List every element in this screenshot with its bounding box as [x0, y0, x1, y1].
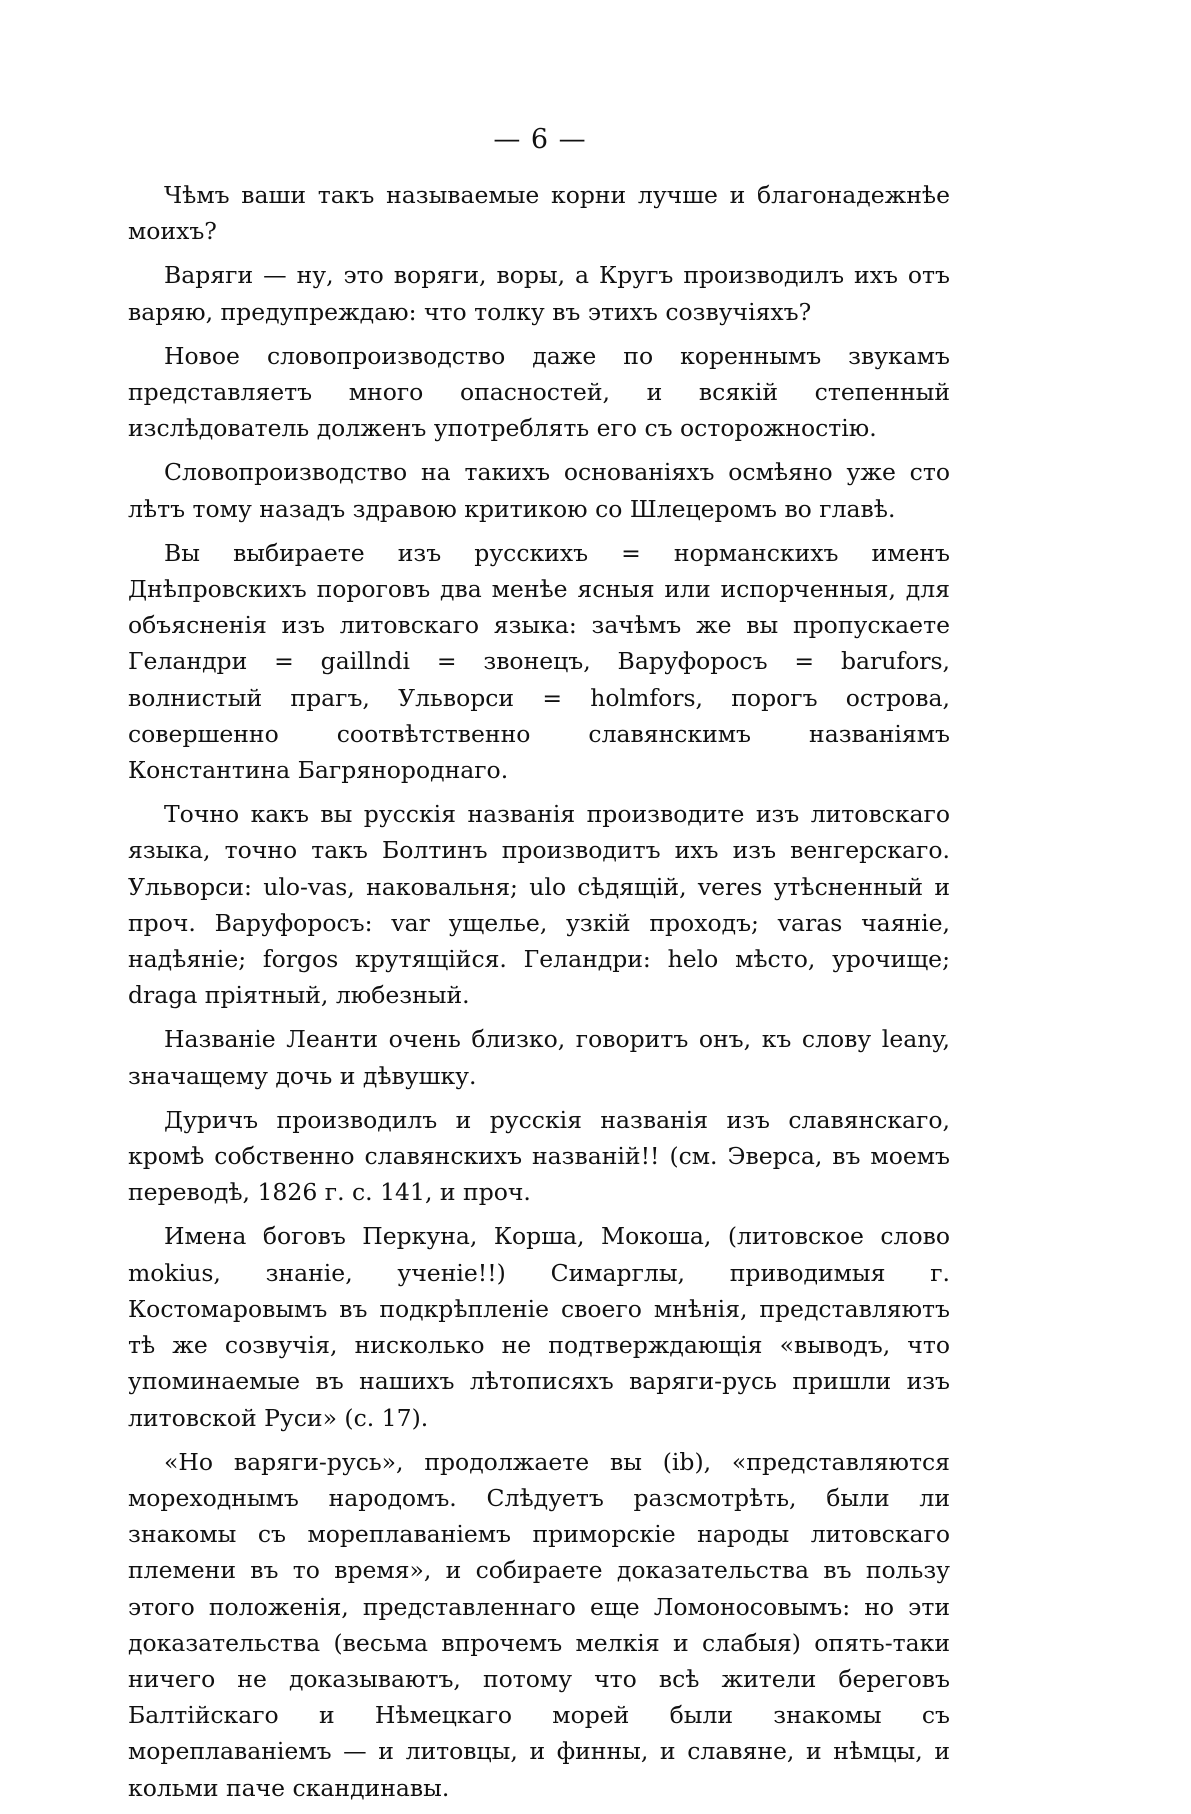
paragraph: Новое словопроизводство даже по кореннымъ звукамъ представляетъ много опасностей, и всякій степенный изслѣдователь долженъ употреблять его съ осторожностію.	[128, 341, 950, 443]
paragraph: Варяги — ну, это воряги, воры, а Кругъ производилъ ихъ отъ варяю, предупреждаю: что толку въ этихъ созвучіяхъ?	[128, 261, 950, 326]
page-number: — 6 —	[493, 124, 587, 155]
paragraph: Дуричъ производилъ и русскія названія изъ славянскаго, кромѣ собственно славянскихъ названій!! (см. Эверса, въ моемъ переводѣ, 1826 г. с. 141, и проч.	[128, 1105, 950, 1207]
paragraph: Вы выбираете изъ русскихъ = норманскихъ именъ Днѣпровскихъ пороговъ два менѣе ясныя или испорченныя, для объясненія изъ литовскаго языка: зачѣмъ же вы пропускаете Геландри = gaillndi = звонецъ, Варуфоросъ = barufors, волнистый прагъ, Ульворси = holmfors, порогъ острова, совершенно соотвѣтственно славянскимъ названіямъ Константина Багрянороднаго.	[128, 538, 950, 785]
paragraph: Имена боговъ Перкуна, Корша, Мокоша, (литовское слово mokius, знаніе, ученіе!!) Симарглы, приводимыя г. Костомаровымъ въ подкрѣпленіе своего мнѣнія, представляютъ тѣ же созвучія, нисколько не подтверждающія «выводъ, что упоминаемые въ нашихъ лѣтописяхъ варяги-русь пришли изъ литовской Руси» (с. 17).	[128, 1222, 950, 1432]
paragraph: Чѣмъ ваши такъ называемые корни лучше и благонадежнѣе моихъ?	[128, 181, 950, 246]
paragraph: Точно какъ вы русскія названія производите изъ литовскаго языка, точно такъ Болтинъ производитъ ихъ изъ венгерскаго. Ульворси: ulo-vas, наковальня; ulo сѣдящій, veres утѣсненный и проч. Варуфоросъ: var ущелье, узкій проходъ; varas чаяніе, надѣяніе; forgos крутящійся. Геландри: helo мѣсто, урочище; draga пріятный, любезный.	[128, 800, 950, 1010]
paragraph: Словопроизводство на такихъ основаніяхъ осмѣяно уже сто лѣтъ тому назадъ здравою критикою со Шлецеромъ во главѣ.	[128, 458, 950, 523]
paragraph: Названіе Леанти очень близко, говоритъ онъ, къ слову leany, значащему дочь и дѣвушку.	[128, 1025, 950, 1090]
paragraph: «Но варяги-русь», продолжаете вы (ib), «представляются мореходнымъ народомъ. Слѣдуетъ разсмотрѣть, были ли знакомы съ мореплаваніемъ приморскіе народы литовскаго племени въ то время», и собираете доказательства въ пользу этого положенія, представленнаго еще Ломоносовымъ: но эти доказательства (весьма впрочемъ мелкія и слабыя) опять-таки ничего не доказываютъ, потому что всѣ жители береговъ Балтійскаго и Нѣмецкаго морей были знакомы съ мореплаваніемъ — и литовцы, и финны, и славяне, и нѣмцы, и кольми паче скандинавы.	[128, 1447, 950, 1802]
text-body	[128, 177, 950, 1814]
